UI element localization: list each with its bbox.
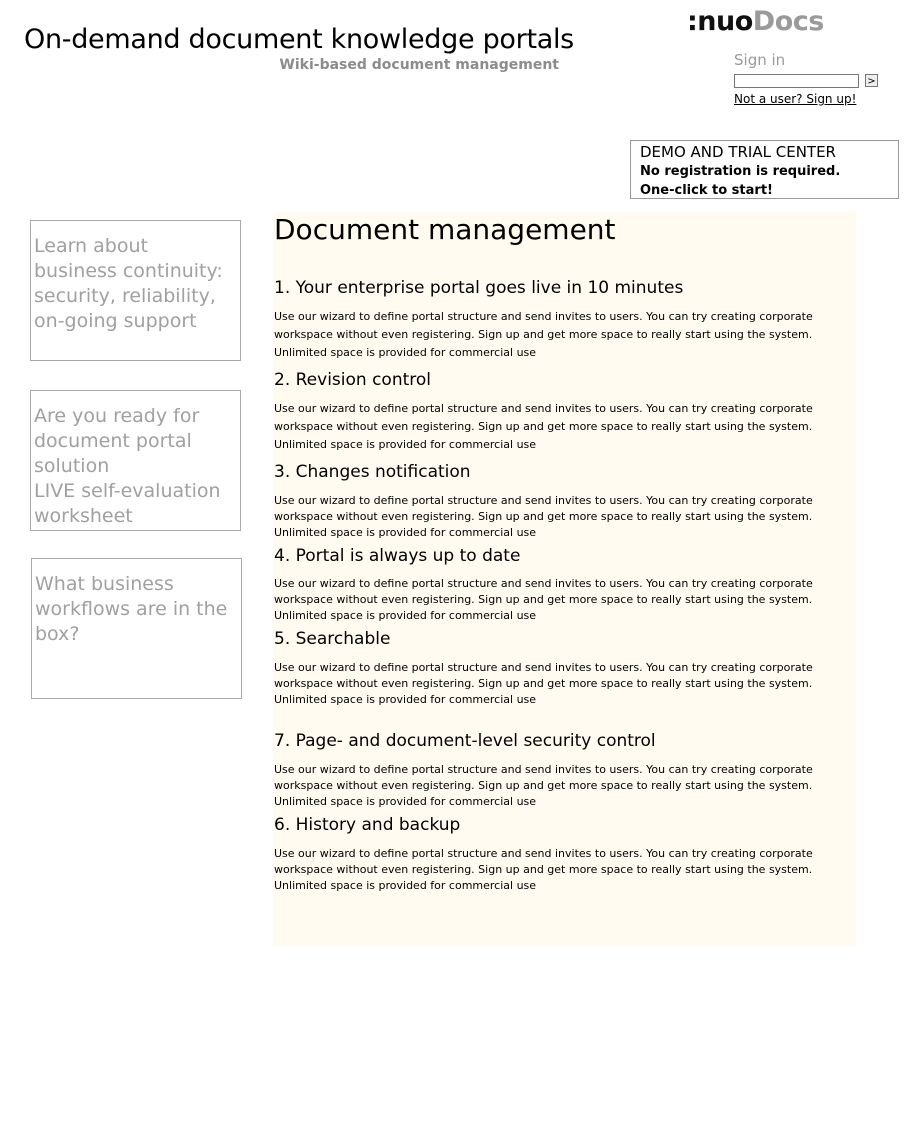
feature-section bbox=[274, 815, 856, 894]
feature-heading: 6. History and backup bbox=[274, 815, 461, 835]
feature-heading: 5. Searchable bbox=[274, 629, 391, 649]
signin-input[interactable] bbox=[734, 74, 859, 88]
feature-section bbox=[274, 629, 856, 708]
feature-section bbox=[274, 278, 856, 362]
feature-section bbox=[274, 462, 856, 541]
feature-body: Use our wizard to define portal structure and send invites to users. You can try creating corporate workspace without even registering. Sign up and get more space to really start using the system. Unlimited space is provided for commercial use bbox=[274, 661, 813, 706]
logo-part-1: :nuo bbox=[687, 6, 753, 37]
feature-body: Use our wizard to define portal structure and send invites to users. You can try creating corporate workspace without even registering. Sign up and get more space to really start using the system. Unlimited space is provided for commercial use bbox=[274, 494, 813, 539]
feature-body: Use our wizard to define portal structure and send invites to users. You can try creating corporate workspace without even registering. Sign up and get more space to really start using the system. Unlimited space is provided for commercial use bbox=[274, 847, 813, 892]
page-title: Document management bbox=[274, 213, 616, 246]
site-title: On-demand document knowledge portals bbox=[24, 24, 574, 55]
sidebar-box-business-continuity[interactable]: Learn about business continuity: security, reliability, on-going support bbox=[30, 220, 241, 361]
feature-body: Use our wizard to define portal structure and send invites to users. You can try creating corporate workspace without even registering. Sign up and get more space to really start using the system. Unlimited space is provided for commercial use bbox=[274, 763, 813, 808]
feature-heading: 7. Page- and document-level security control bbox=[274, 731, 656, 751]
feature-heading: 3. Changes notification bbox=[274, 462, 471, 482]
site-subtitle: Wiki-based document management bbox=[279, 57, 559, 73]
feature-section bbox=[274, 370, 856, 454]
nuodocs-logo[interactable] bbox=[687, 6, 824, 37]
feature-heading: 4. Portal is always up to date bbox=[274, 546, 521, 566]
feature-body: Use our wizard to define portal structure and send invites to users. You can try creating corporate workspace without even registering. Sign up and get more space to really start using the system. Unlimited space is provided for commercial use bbox=[274, 310, 813, 359]
feature-body: Use our wizard to define portal structure and send invites to users. You can try creating corporate workspace without even registering. Sign up and get more space to really start using the system. Unlimited space is provided for commercial use bbox=[274, 577, 813, 622]
logo-part-2: Docs bbox=[752, 6, 824, 37]
signup-link[interactable]: Not a user? Sign up! bbox=[734, 92, 857, 106]
sidebar-box-business-workflows[interactable]: What business workflows are in the box? bbox=[31, 558, 242, 699]
demo-line-1: No registration is required. bbox=[640, 164, 841, 179]
demo-line-2: One-click to start! bbox=[640, 183, 773, 198]
main-content bbox=[273, 212, 856, 946]
demo-title: DEMO AND TRIAL CENTER bbox=[640, 143, 836, 161]
feature-body: Use our wizard to define portal structure and send invites to users. You can try creating corporate workspace without even registering. Sign up and get more space to really start using the system. Unlimited space is provided for commercial use bbox=[274, 402, 813, 451]
signin-label: Sign in bbox=[734, 51, 786, 69]
signin-go-button[interactable]: > bbox=[865, 74, 878, 87]
sidebar-box-self-evaluation[interactable]: Are you ready for document portal solution LIVE self-evaluation worksheet bbox=[30, 390, 241, 531]
feature-section bbox=[274, 731, 856, 810]
demo-trial-center[interactable] bbox=[630, 140, 899, 199]
feature-heading: 2. Revision control bbox=[274, 370, 432, 390]
feature-heading: 1. Your enterprise portal goes live in 10 minutes bbox=[274, 278, 684, 298]
feature-section bbox=[274, 546, 856, 624]
